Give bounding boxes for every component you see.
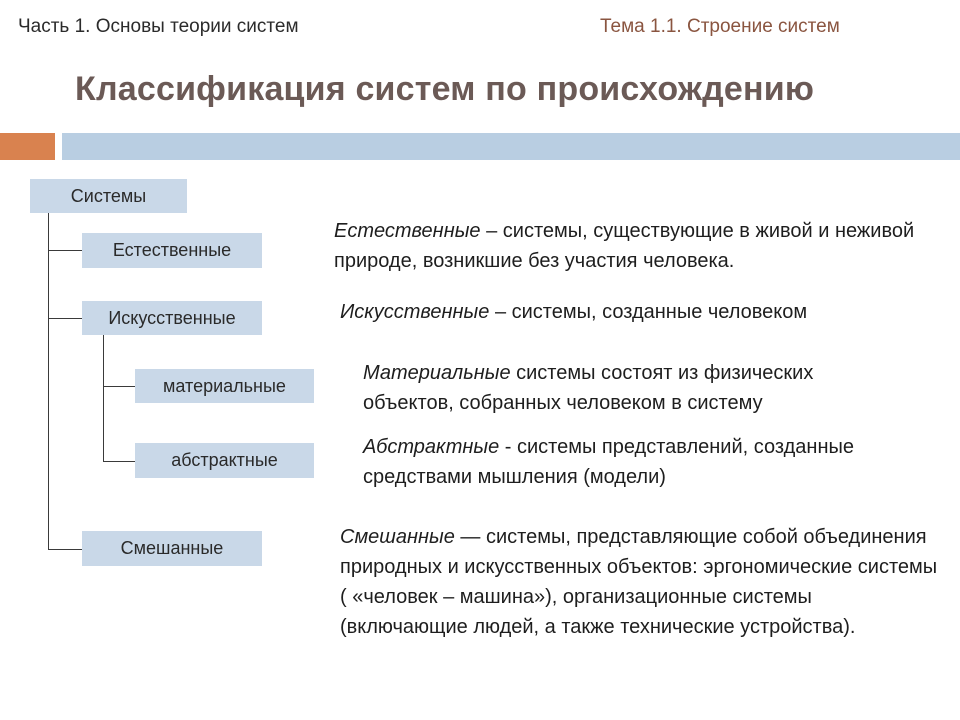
tree-branch-material [103,386,135,387]
desc-mixed-term: Смешанные [340,526,455,548]
tree-trunk-artificial [103,335,104,461]
node-natural: Естественные [82,233,262,268]
accent-bar-blue [62,133,960,160]
desc-mixed-text: — системы, представляющие собой объединения природных и искусственных объектов: эргономические системы ( «человек – машина»), организационные системы (включающие людей, а также технические устройства). [340,526,938,638]
desc-artificial-text: – системы, созданные человеком [489,301,808,323]
desc-abstract-term: Абстрактные [363,436,500,458]
desc-material [363,358,908,418]
accent-bar-orange [0,133,55,160]
tree-branch-artificial [48,318,82,319]
tree-branch-abstract [103,461,135,462]
desc-artificial [340,297,940,327]
desc-abstract [363,432,863,492]
header-part: Часть 1. Основы теории систем [18,16,299,37]
tree-branch-natural [48,250,82,251]
desc-material-term: Материальные [363,362,511,384]
tree-trunk-main [48,213,49,549]
desc-artificial-term: Искусственные [340,301,490,323]
desc-material-text: системы состоят из физических объектов, собранных человеком в систему [363,362,814,414]
node-mixed: Смешанные [82,531,262,566]
desc-natural-text: – системы, существующие в живой и неживой природе, возникшие без участия человека. [334,220,915,272]
slide-title: Классификация систем по происхождению [75,70,815,108]
node-systems: Системы [30,179,187,213]
node-material: материальные [135,369,314,403]
desc-mixed [340,522,940,642]
header-topic: Тема 1.1. Строение систем [600,16,840,37]
desc-abstract-text: - системы представлений, созданные средствами мышления (модели) [363,436,854,488]
tree-branch-mixed [48,549,82,550]
desc-natural [334,216,934,276]
node-abstract: абстрактные [135,443,314,478]
node-artificial: Искусственные [82,301,262,335]
desc-natural-term: Естественные [334,220,481,242]
